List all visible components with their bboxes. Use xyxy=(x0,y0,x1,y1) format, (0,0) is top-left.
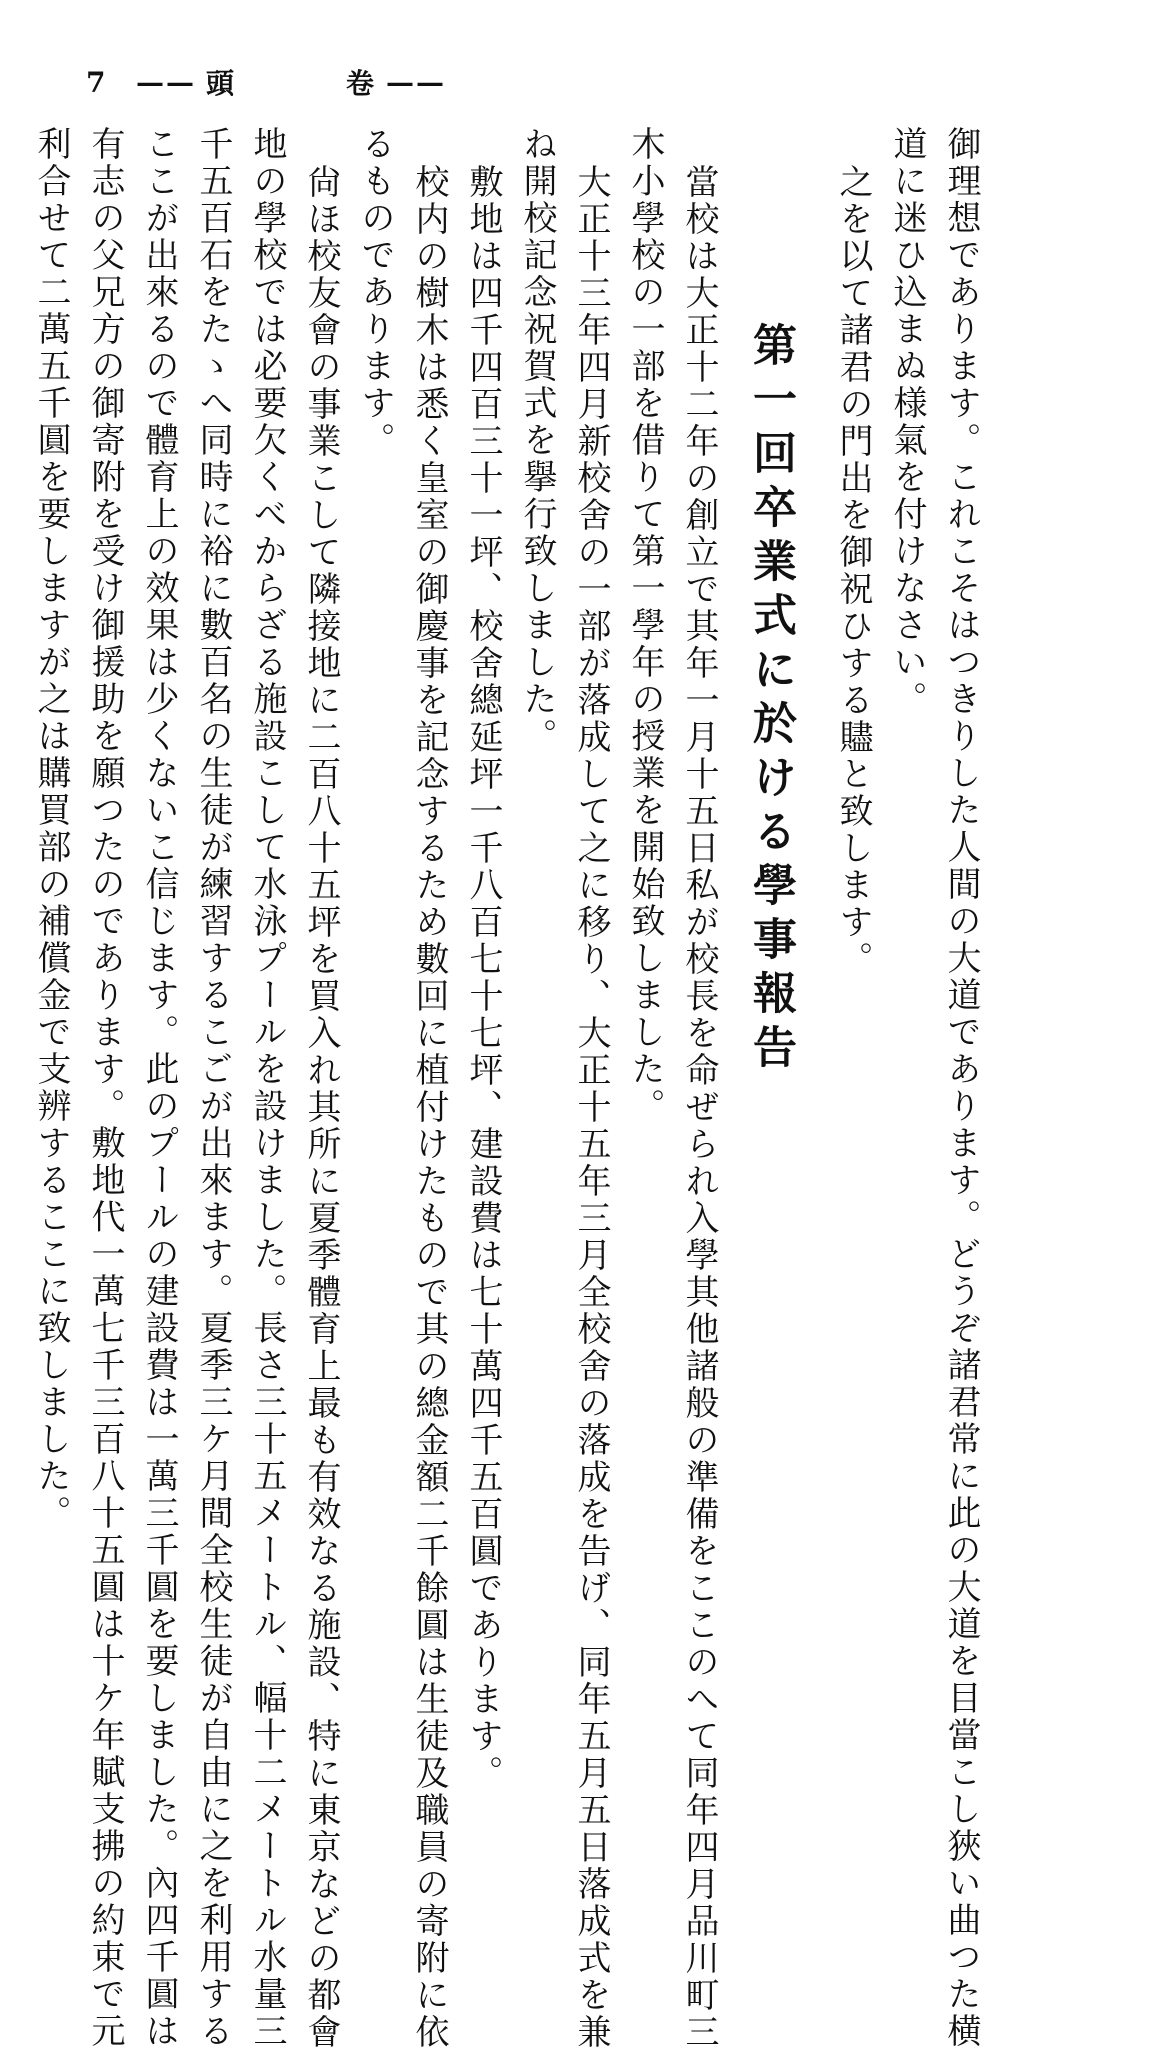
section-heading: 第一回卒業式に於ける學事報告 xyxy=(745,322,796,1078)
header-title-left: 頭 xyxy=(206,67,237,100)
text-column: 大正十三年四月新校舍の一部が落成して之に移り、大正十五年三月全校舍の落成を告げ、同年五月五日落成式を兼 xyxy=(571,164,611,2051)
text-column: 御理想であります。これこそはつきりした人間の大道であります。どうぞ諸君常に此の大道を目當こし狹い曲つた横 xyxy=(941,126,981,2050)
running-header xyxy=(86,62,446,106)
text-column: ここが出來るので體育上の效果は少くないこ信じます。此のプールの建設費は一萬三千圓を要しました。內四千圓は xyxy=(139,126,179,2050)
text-column: 之を以て諸君の門出を御祝ひする贐と致します。 xyxy=(833,164,873,978)
header-title-right: 卷 xyxy=(346,67,377,100)
text-column: 有志の父兄方の御寄附を受け御援助を願つたのであります。敷地代一萬七千三百八十五圓は十ケ年賦支拂の約束で元 xyxy=(85,126,125,2050)
header-dash-left: —— xyxy=(136,65,196,99)
text-column: 木小學校の一部を借りて第一學年の授業を開始致しました。 xyxy=(625,126,665,1125)
text-column: 地の學校では必要欠くべからざる施設こして水泳プールを設けました。長さ三十五メートル、幅十二メートル水量三 xyxy=(247,126,287,2050)
header-dash-right: —— xyxy=(386,65,446,99)
text-column: 校内の樹木は悉く皇室の御慶事を記念するため數回に植付けたもので其の總金額二千餘圓は生徒及職員の寄附に依 xyxy=(409,164,449,2051)
page-number: 7 xyxy=(86,65,108,99)
text-column: 尙ほ校友會の事業こして隣接地に二百八十五坪を買入れ其所に夏季體育上最も有效なる施設、特に東京などの都會 xyxy=(301,164,341,2051)
text-column: るものであります。 xyxy=(355,126,395,459)
text-column: 敷地は四千四百三十一坪、校舍總延坪一千八百七十七坪、建設費は七十萬四千五百圓であります。 xyxy=(463,164,503,1792)
text-column: 千五百石をたゝへ同時に裕に數百名の生徒が練習するこごが出來ます。夏季三ケ月間全校生徒が自由に之を利用する xyxy=(193,126,233,2050)
text-column: 利合せて二萬五千圓を要しますが之は購買部の補償金で支辨するここに致しました。 xyxy=(31,126,71,1532)
text-column: 當校は大正十二年の創立で其年一月十五日私が校長を命ぜられ入學其他諸般の準備をここのへて同年四月品川町三 xyxy=(679,164,719,2051)
text-column: ね開校記念祝賀式を擧行致しました。 xyxy=(517,126,557,755)
text-column: 道に迷ひ込まぬ様氣を付けなさい。 xyxy=(887,126,927,718)
